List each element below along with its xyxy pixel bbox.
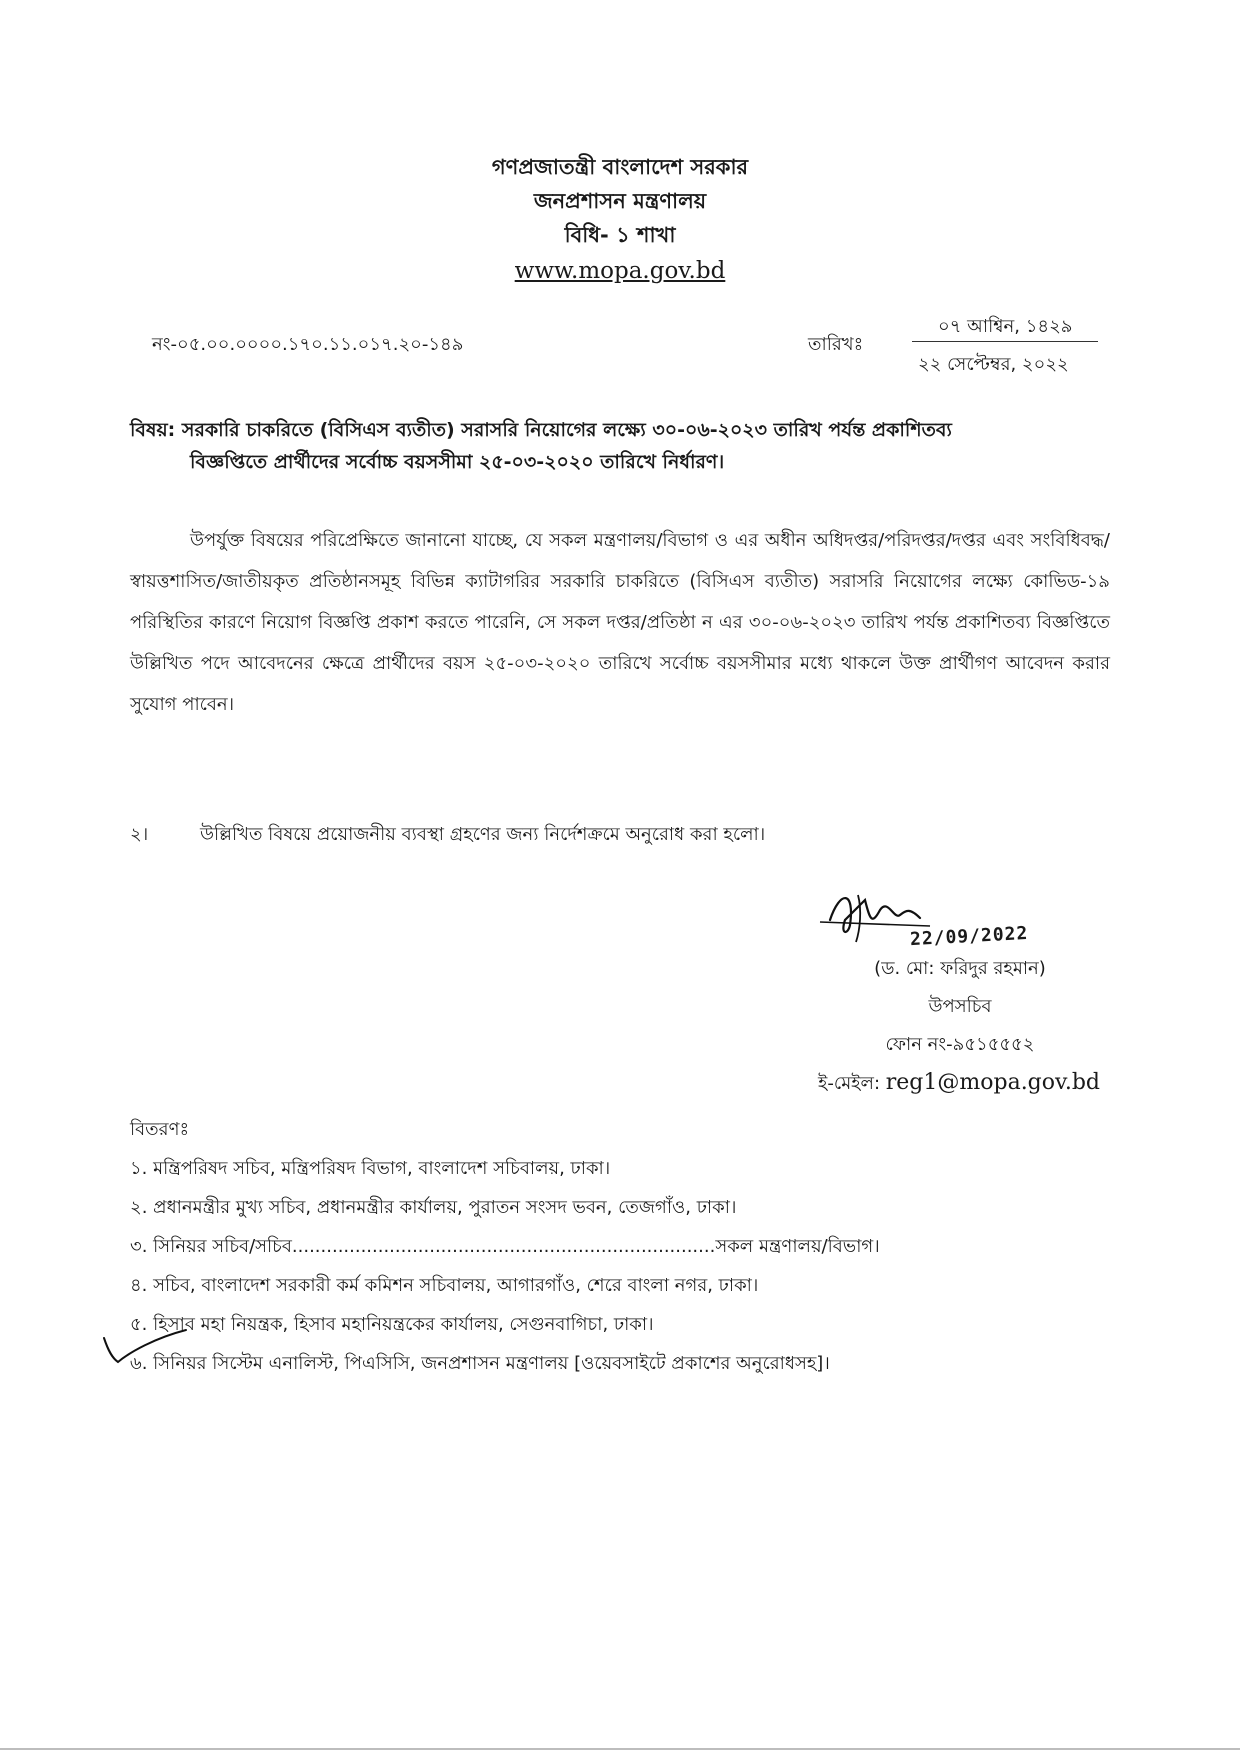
ministry-name: জনপ্রশাসন মন্ত্রণালয় (533, 189, 707, 213)
government-name: গণপ্রজাতন্ত্রী বাংলাদেশ সরকার (491, 155, 749, 179)
page-bottom-rule (0, 1748, 1240, 1750)
distribution-item: ৪. সচিব, বাংলাদেশ সরকারী কর্ম কমিশন সচিবালয়, আগারগাঁও, শেরে বাংলা নগর, ঢাকা। (130, 1275, 759, 1296)
signatory-phone: ফোন নং-৯৫১৫৫৫২ (885, 1034, 1035, 1055)
subject-line-1: বিষয়: সরকারি চাকরিতে (বিসিএস ব্যতীত) সরাসরি নিয়োগের লক্ষ্যে ৩০-০৬-২০২৩ তারিখ পর্যন্ত প্রকাশিতব্য (130, 419, 952, 441)
date-label: তারিখঃ (808, 334, 864, 355)
email-address[interactable]: reg1@mopa.gov.bd (885, 1070, 1100, 1095)
subject-line (130, 414, 1110, 478)
date-gregorian: ২২ সেপ্টেম্বর, ২০২২ (918, 354, 1069, 375)
email-label: ই-মেইল: (818, 1073, 881, 1094)
branch-name: বিধি- ১ শাখা (564, 223, 676, 247)
signatory-name: (ড. মো: ফরিদুর রহমান) (874, 958, 1046, 979)
paragraph-number: ২। (130, 824, 149, 845)
body-paragraph-1: উপর্যুক্ত বিষয়ের পরিপ্রেক্ষিতে জানানো যাচ্ছে, যে সকল মন্ত্রণালয়/বিভাগ ও এর অধীন অধিদপ্তর/পরিদপ্তর/দপ্তর এবং সংবিধিবদ্ধ/স্বায়ত্তশাসিত/জাতীয়কৃত প্রতিষ্ঠানসমূহ বিভিন্ন ক্যাটাগরির সরকারি চাকরিতে (বিসিএস ব্যতীত) সরাসরি নিয়োগের লক্ষ্যে কোভিড-১৯ পরিস্থিতির কারণে নিয়োগ বিজ্ঞপ্তি প্রকাশ করতে পারেনি, সে সকল দপ্তর/প্রতিষ্ঠা ন এর ৩০-০৬-২০২৩ তারিখ পর্যন্ত প্রকাশিতব্য বিজ্ঞপ্তিতে উল্লিখিত পদে আবেদনের ক্ষেত্রে প্রার্থীদের বয়স ২৫-০৩-২০২০ তারিখে সর্বোচ্চ বয়সসীমার মধ্যে থাকলে উক্ত প্রার্থীগণ আবেদন করার সুযোগ পাবেন। (130, 530, 1110, 715)
distribution-item: ৩. সিনিয়র সচিব/সচিব..........................................................................সকল মন্ত্রণালয়/বিভাগ। (130, 1236, 880, 1257)
handwritten-tick-icon (100, 1328, 190, 1368)
signatory-designation: উপসচিব (928, 996, 992, 1017)
distribution-list (130, 1110, 1130, 1383)
date-divider (912, 341, 1098, 342)
signatory-block (780, 950, 1140, 1103)
signature-date: 22/09/2022 (909, 922, 1029, 951)
distribution-item: ১. মন্ত্রিপরিষদ সচিব, মন্ত্রিপরিষদ বিভাগ, বাংলাদেশ সচিবালয়, ঢাকা। (130, 1158, 611, 1179)
letterhead (0, 150, 1240, 290)
body-paragraph-2 (130, 820, 1110, 851)
distribution-title: বিতরণঃ (130, 1119, 190, 1140)
date-bangla-calendar: ০৭ আশ্বিন, ১৪২৯ (938, 316, 1073, 337)
signatory-email-row (780, 1064, 1140, 1103)
date-block (808, 312, 1108, 376)
website-link[interactable]: www.mopa.gov.bd (514, 258, 726, 284)
reference-number: নং-০৫.০০.০০০০.১৭০.১১.০১৭.২০-১৪৯ (152, 334, 464, 355)
distribution-item: ২. প্রধানমন্ত্রীর মুখ্য সচিব, প্রধানমন্ত্রীর কার্যালয়, পুরাতন সংসদ ভবন, তেজগাঁও, ঢাকা। (130, 1197, 737, 1218)
paragraph-2-text: উল্লিখিত বিষয়ে প্রয়োজনীয় ব্যবস্থা গ্রহণের জন্য নির্দেশক্রমে অনুরোধ করা হলো। (200, 824, 766, 845)
distribution-item: ৫. হিসাব মহা নিয়ন্ত্রক, হিসাব মহানিয়ন্ত্রকের কার্যালয়, সেগুনবাগিচা, ঢাকা। (130, 1314, 654, 1335)
distribution-item: ৬. সিনিয়র সিস্টেম এনালিস্ট, পিএসিসি, জনপ্রশাসন মন্ত্রণালয় [ওয়েবসাইটে প্রকাশের অনুরোধসহ]। (130, 1353, 830, 1374)
subject-line-2: বিজ্ঞপ্তিতে প্রার্থীদের সর্বোচ্চ বয়সসীমা ২৫-০৩-২০২০ তারিখে নির্ধারণ। (190, 451, 725, 473)
